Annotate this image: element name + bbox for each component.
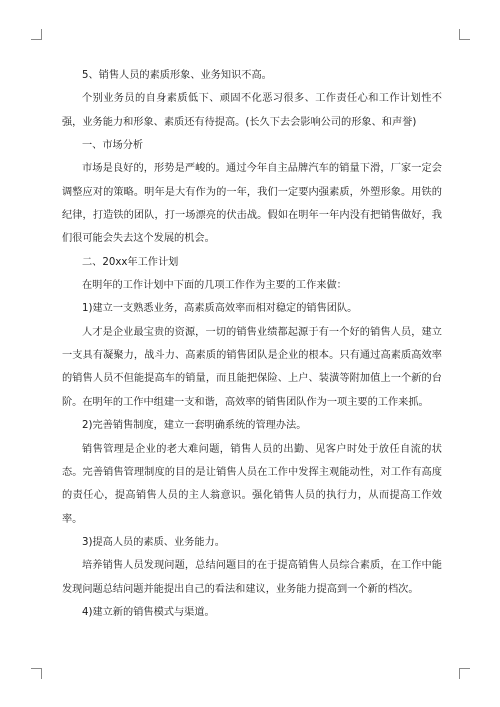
paragraph: 销售管理是企业的老大难问题，销售人员的出勤、见客户时处于放任自流的状态。完善销售管理制度的目的是让销售人员在工作中发挥主观能动性，对工作有高度的责任心，提高销售人员的主人翁意识。强化销售人员的执行力，从而提高工作效率。 (62, 443, 442, 525)
list-item-heading: 3)提高人员的素质、业务能力。 (82, 536, 225, 548)
paragraph: 个别业务员的自身素质低下、顽固不化恶习很多、工作责任心和工作计划性不强，业务能力和形象、素质还有待提高。(长久下去会影响公司的形象、和声誉) (62, 93, 442, 128)
list-item-heading: 1)建立一支熟悉业务，高素质高效率而相对稳定的销售团队。 (82, 303, 358, 315)
paragraph: 市场是良好的，形势是严峻的。通过今年自主品牌汽车的销量下滑，厂家一定会调整应对的策略。明年是大有作为的一年，我们一定要内强素质，外塑形象。用铁的纪律，打造铁的团队，打一场漂亮的伏击战。假如在明年一年内没有把销售做好，我们很可能会失去这个发展的机会。 (62, 163, 442, 245)
crop-mark-top-right (459, 29, 470, 40)
list-item-heading: 5、销售人员的素质形象、业务知识不高。 (82, 70, 272, 81)
paragraph: 培养销售人员发现问题，总结问题目的在于提高销售人员综合素质，在工作中能发现问题总结问题并能提出自己的看法和建议，业务能力提高到一个新的档次。 (62, 560, 442, 595)
paragraph: 人才是企业最宝贵的资源，一切的销售业绩都起源于有一个好的销售人员，建立一支具有凝聚力，战斗力、高素质的销售团队是企业的根本。只有通过高素质高效率的销售人员不但能提高车的销量，而且能把保险、上户、装潢等附加值上一个新的台阶。在明年的工作中组建一支和谐，高效率的销售团队作为一项主要的工作来抓。 (62, 326, 442, 408)
section-heading: 一、市场分析 (82, 140, 144, 152)
list-item-heading: 2)完善销售制度，建立一套明确系统的管理办法。 (82, 420, 307, 432)
crop-mark-top-left (31, 29, 42, 40)
section-heading: 二、20xx年工作计划 (82, 256, 179, 268)
crop-mark-bottom-left (31, 668, 42, 679)
paragraph: 在明年的工作计划中下面的几项工作作为主要的工作来做： (82, 280, 347, 292)
document-body (62, 64, 442, 624)
crop-mark-bottom-right (459, 668, 470, 679)
list-item-heading: 4)建立新的销售模式与渠道。 (82, 606, 215, 618)
